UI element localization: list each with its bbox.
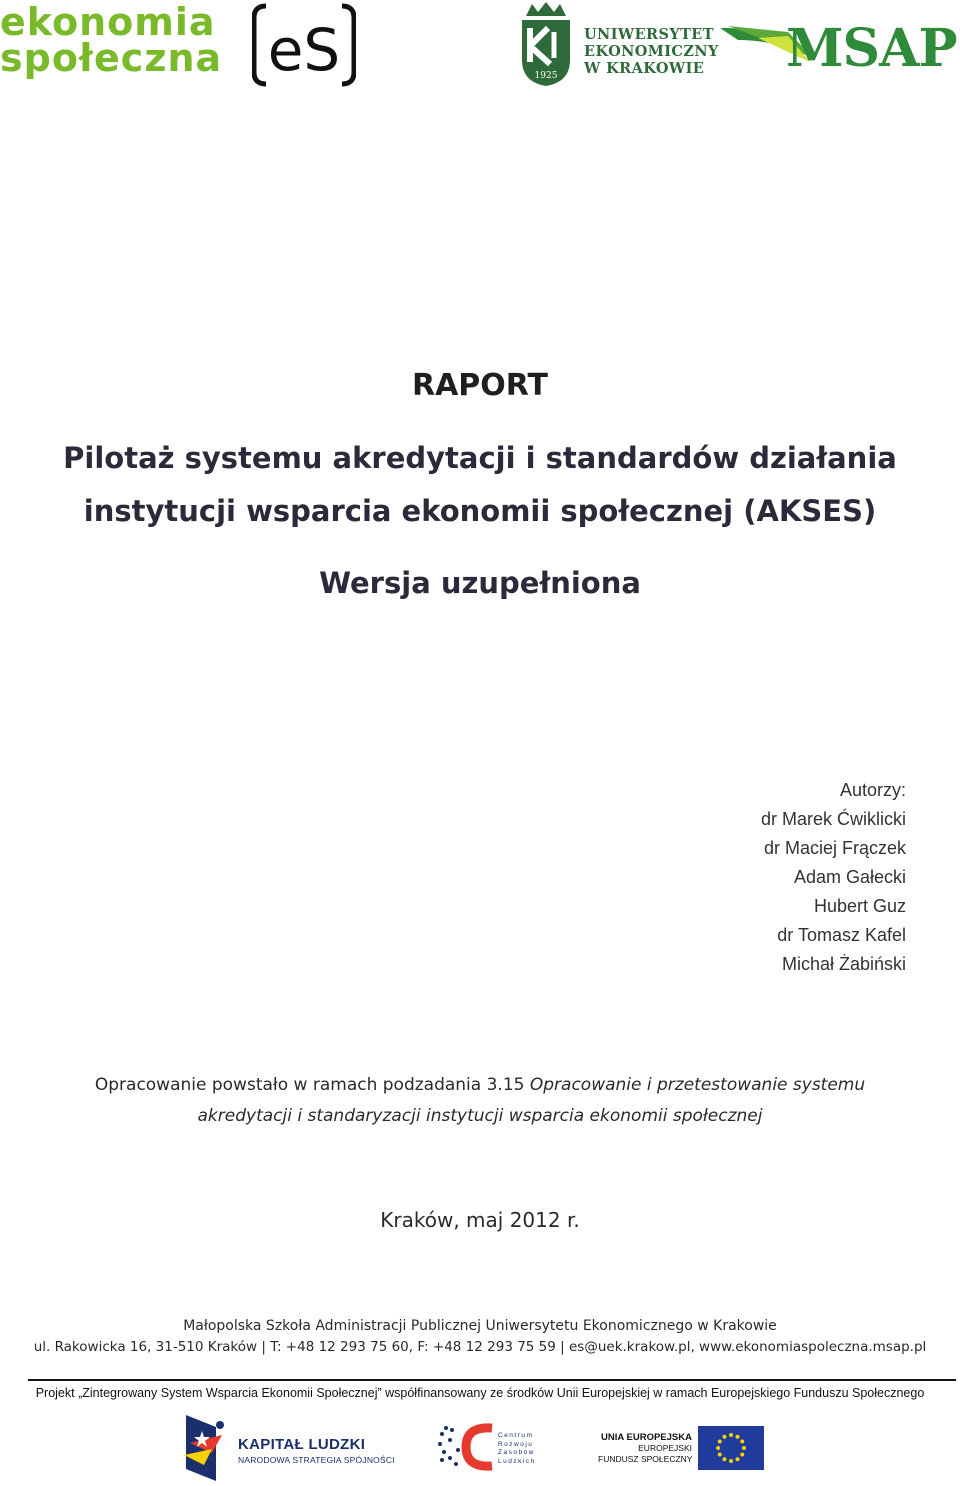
description-line1 (0, 1073, 960, 1097)
eu-logo-text (598, 1432, 692, 1465)
institution-name: Małopolska Szkoła Administracji Publicznej Uniwersytetu Ekonomicznego w Krakowie (183, 1318, 777, 1334)
uek-year: 1925 (534, 71, 558, 81)
es-logo-line2: społeczna (0, 36, 223, 80)
contact-info: ul. Rakowicka 16, 31-510 Kraków | T: +48 12 293 75 60, F: +48 12 293 75 59 | es@uek.krakow.pl, www.ekonomiaspoleczna.msap.pl (33, 1339, 927, 1355)
eu-star-icon (718, 1440, 722, 1444)
eu-star-icon (729, 1459, 733, 1463)
eu-flag-icon (698, 1426, 764, 1470)
crzl-line3: Zasobów (498, 1449, 535, 1456)
author-item: dr Tomasz Kafel (777, 925, 906, 945)
kl-title: KAPITAŁ LUDZKI (238, 1436, 366, 1453)
crzl-logo-text (498, 1432, 536, 1466)
version-title: Wersja uzupełniona (319, 566, 641, 600)
eu-line1: UNIA EUROPEJSKA (601, 1432, 692, 1443)
eu-line3: FUNDUSZ SPOŁECZNY (598, 1454, 693, 1464)
author-item: Hubert Guz (813, 896, 906, 916)
crzl-line4: Ludzkich (498, 1457, 536, 1465)
place-date: Kraków, maj 2012 r. (380, 1208, 580, 1232)
eu-star-icon (736, 1435, 740, 1439)
kl-subtitle: NARODOWA STRATEGIA SPÓJNOŚCI (238, 1455, 395, 1465)
uek-logo-text (584, 26, 719, 77)
author-item: dr Maciej Frączek (763, 838, 906, 858)
uek-line1: UNIWERSYTET (584, 26, 714, 43)
uek-emblem-icon (518, 2, 574, 88)
authors-label: Autorzy: (839, 780, 906, 800)
eu-star-icon (718, 1453, 722, 1457)
eu-star-icon (742, 1446, 746, 1450)
es-logo-line1: ekonomia (0, 0, 216, 44)
eu-star-icon (736, 1457, 740, 1461)
crzl-line2: Rozwoju (498, 1440, 534, 1448)
eu-star-icon (723, 1435, 727, 1439)
eu-star-icon (740, 1453, 744, 1457)
uek-line3: W KRAKOWIE (584, 60, 705, 77)
kapital-ludzki-logo (238, 1436, 395, 1466)
es-logo-mark-text: eS (267, 16, 341, 84)
eu-star-icon (740, 1440, 744, 1444)
project-note: Projekt „Zintegrowany System Wsparcia Ekonomii Społecznej” współfinansowany ze środków Unii Europejskiej w ramach Europejskiego Funduszu Społecznego (35, 1386, 925, 1400)
eu-star-icon (716, 1446, 720, 1450)
authors-block (761, 776, 906, 979)
author-item: Michał Żabiński (781, 954, 906, 974)
report-label: RAPORT (411, 368, 549, 403)
kapital-ludzki-icon (182, 1413, 228, 1483)
footer-divider (28, 1379, 956, 1381)
main-title-line1: Pilotaż systemu akredytacji i standardów działania (63, 441, 897, 475)
eu-star-icon (729, 1433, 733, 1437)
eu-line2: EUROPEJSKI (638, 1443, 692, 1453)
main-title-line2: instytucji wsparcia ekonomii społecznej (AKSES) (83, 494, 877, 528)
description-line2: akredytacji i standaryzacji instytucji wsparcia ekonomii społecznej (197, 1106, 763, 1126)
msap-logo-text: MSAP (786, 18, 957, 79)
ekonomia-spoleczna-logo (0, 0, 240, 80)
description-italic-start: Opracowanie i przetestowanie systemu (529, 1075, 866, 1095)
uek-line2: EKONOMICZNY (584, 43, 719, 60)
crzl-line1: Centrum (498, 1432, 534, 1439)
author-item: dr Marek Ćwiklicki (760, 809, 906, 829)
es-logo-mark (252, 2, 356, 88)
author-item: Adam Gałecki (793, 867, 906, 887)
eu-star-icon (723, 1457, 727, 1461)
crzl-icon (436, 1422, 500, 1472)
description-plain: Opracowanie powstało w ramach podzadania 3.15 (94, 1075, 530, 1095)
